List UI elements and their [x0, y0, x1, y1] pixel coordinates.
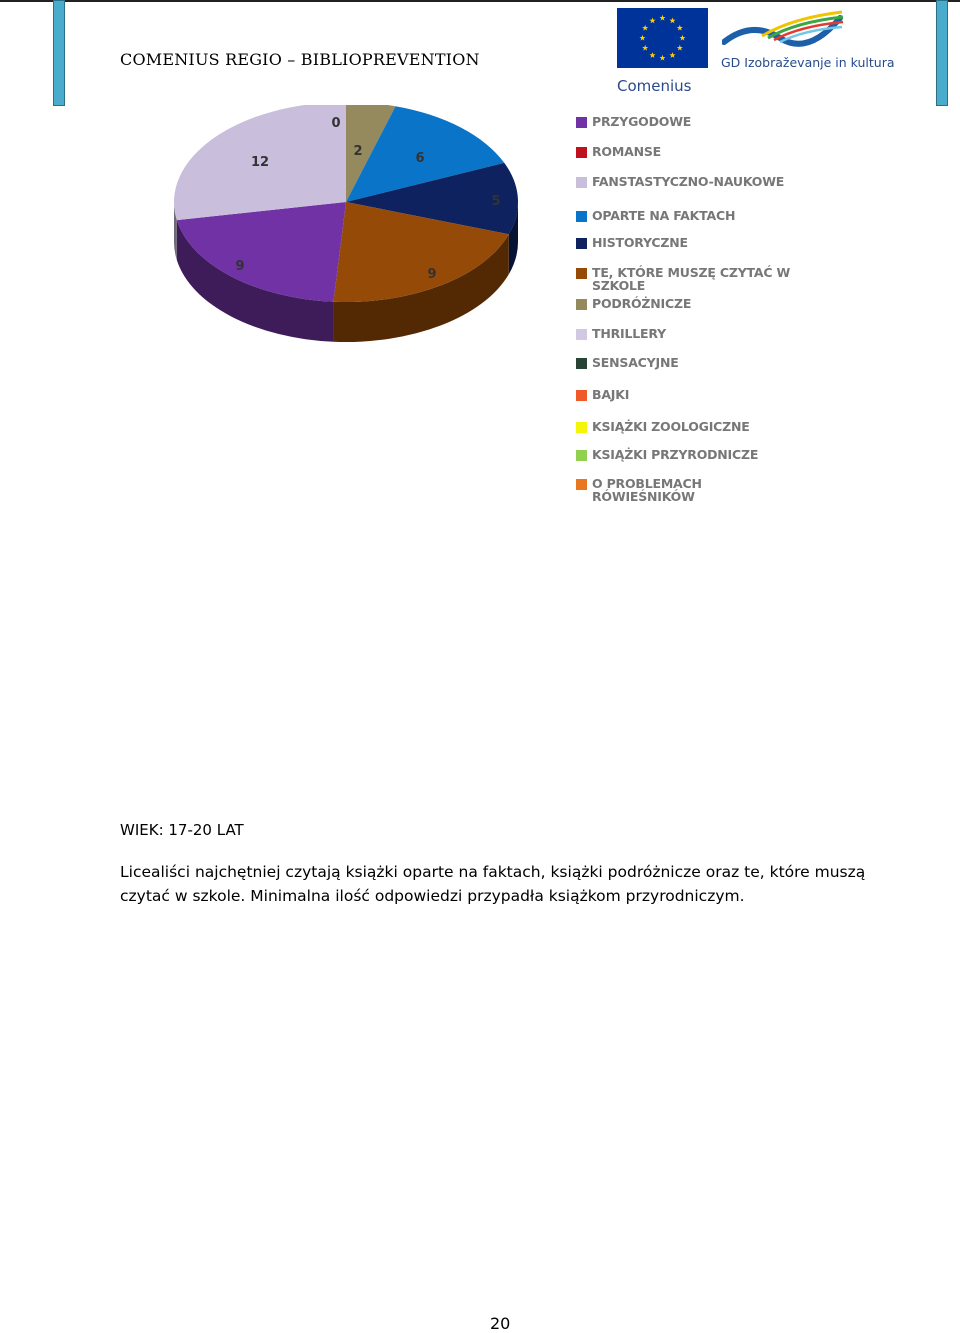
eu-program-caption: Comenius: [617, 77, 692, 95]
legend-swatch: [576, 268, 587, 279]
legend-item: [576, 209, 807, 222]
pie-data-label: 9: [235, 259, 245, 274]
legend-item: [576, 327, 807, 340]
legend-item: [576, 477, 807, 503]
legend-label: SENSACYJNE: [592, 355, 679, 370]
legend-item: [576, 145, 807, 158]
legend-swatch: [576, 358, 587, 369]
gd-swoosh-logo: [722, 8, 846, 54]
age-group-label: WIEK: 17-20 LAT: [120, 821, 244, 839]
legend-item: [576, 175, 807, 188]
summary-paragraph: Licealiści najchętniej czytają książki oparte na faktach, książki podróżnicze oraz te, które muszą czytać w szkole. Minimalna ilość odpowiedzi przypadła książkom przyrodniczym.: [120, 863, 866, 905]
legend-item: [576, 420, 807, 433]
pie-data-label: 5: [491, 194, 501, 209]
left-margin-bar: [53, 0, 65, 106]
legend-item: [576, 236, 807, 249]
legend-swatch: [576, 422, 587, 433]
legend-swatch: [576, 238, 587, 249]
eu-flag-logo: [617, 8, 708, 68]
legend-item: [576, 388, 807, 401]
legend-label: PODRÓŻNICZE: [592, 296, 692, 311]
legend-swatch: [576, 147, 587, 158]
legend-label: KSIĄŻKI ZOOLOGICZNE: [592, 419, 750, 434]
legend-label: FANSTASTYCZNO-NAUKOWE: [592, 174, 785, 189]
legend-label: THRILLERY: [592, 326, 666, 341]
gd-caption: GD Izobraževanje in kultura: [721, 55, 895, 70]
legend-label: OPARTE NA FAKTACH: [592, 208, 736, 223]
right-margin-bar: [936, 0, 948, 106]
legend-swatch: [576, 390, 587, 401]
pie-data-label: 6: [415, 151, 425, 166]
legend-label: O PROBLEMACH RÓWIEŚNIKÓW: [592, 476, 702, 504]
legend-item: [576, 297, 807, 310]
legend-label: BAJKI: [592, 387, 630, 402]
legend-item: [576, 266, 807, 292]
legend-label: ROMANSE: [592, 144, 661, 159]
legend-label: KSIĄŻKI PRZYRODNICZE: [592, 447, 759, 462]
top-border-line: [0, 0, 960, 2]
legend-label: HISTORYCZNE: [592, 235, 688, 250]
legend-item: [576, 115, 807, 128]
pie-data-label: 9: [427, 267, 437, 282]
legend-item: [576, 448, 807, 461]
legend-swatch: [576, 450, 587, 461]
pie-chart: [160, 105, 560, 355]
pie-data-label: 0: [331, 116, 341, 131]
legend-swatch: [576, 479, 587, 490]
header-title: COMENIUS REGIO – BIBLIOPREVENTION: [120, 50, 480, 69]
legend-item: [576, 356, 807, 369]
pie-data-label: 2: [353, 144, 363, 159]
legend-swatch: [576, 299, 587, 310]
legend-label: PRZYGODOWE: [592, 114, 692, 129]
legend-swatch: [576, 211, 587, 222]
page-number: 20: [490, 1314, 511, 1333]
legend-label: TE, KTÓRE MUSZĘ CZYTAĆ W SZKOLE: [592, 265, 791, 293]
pie-data-label: 12: [250, 155, 270, 170]
legend-swatch: [576, 177, 587, 188]
legend-swatch: [576, 329, 587, 340]
legend-swatch: [576, 117, 587, 128]
